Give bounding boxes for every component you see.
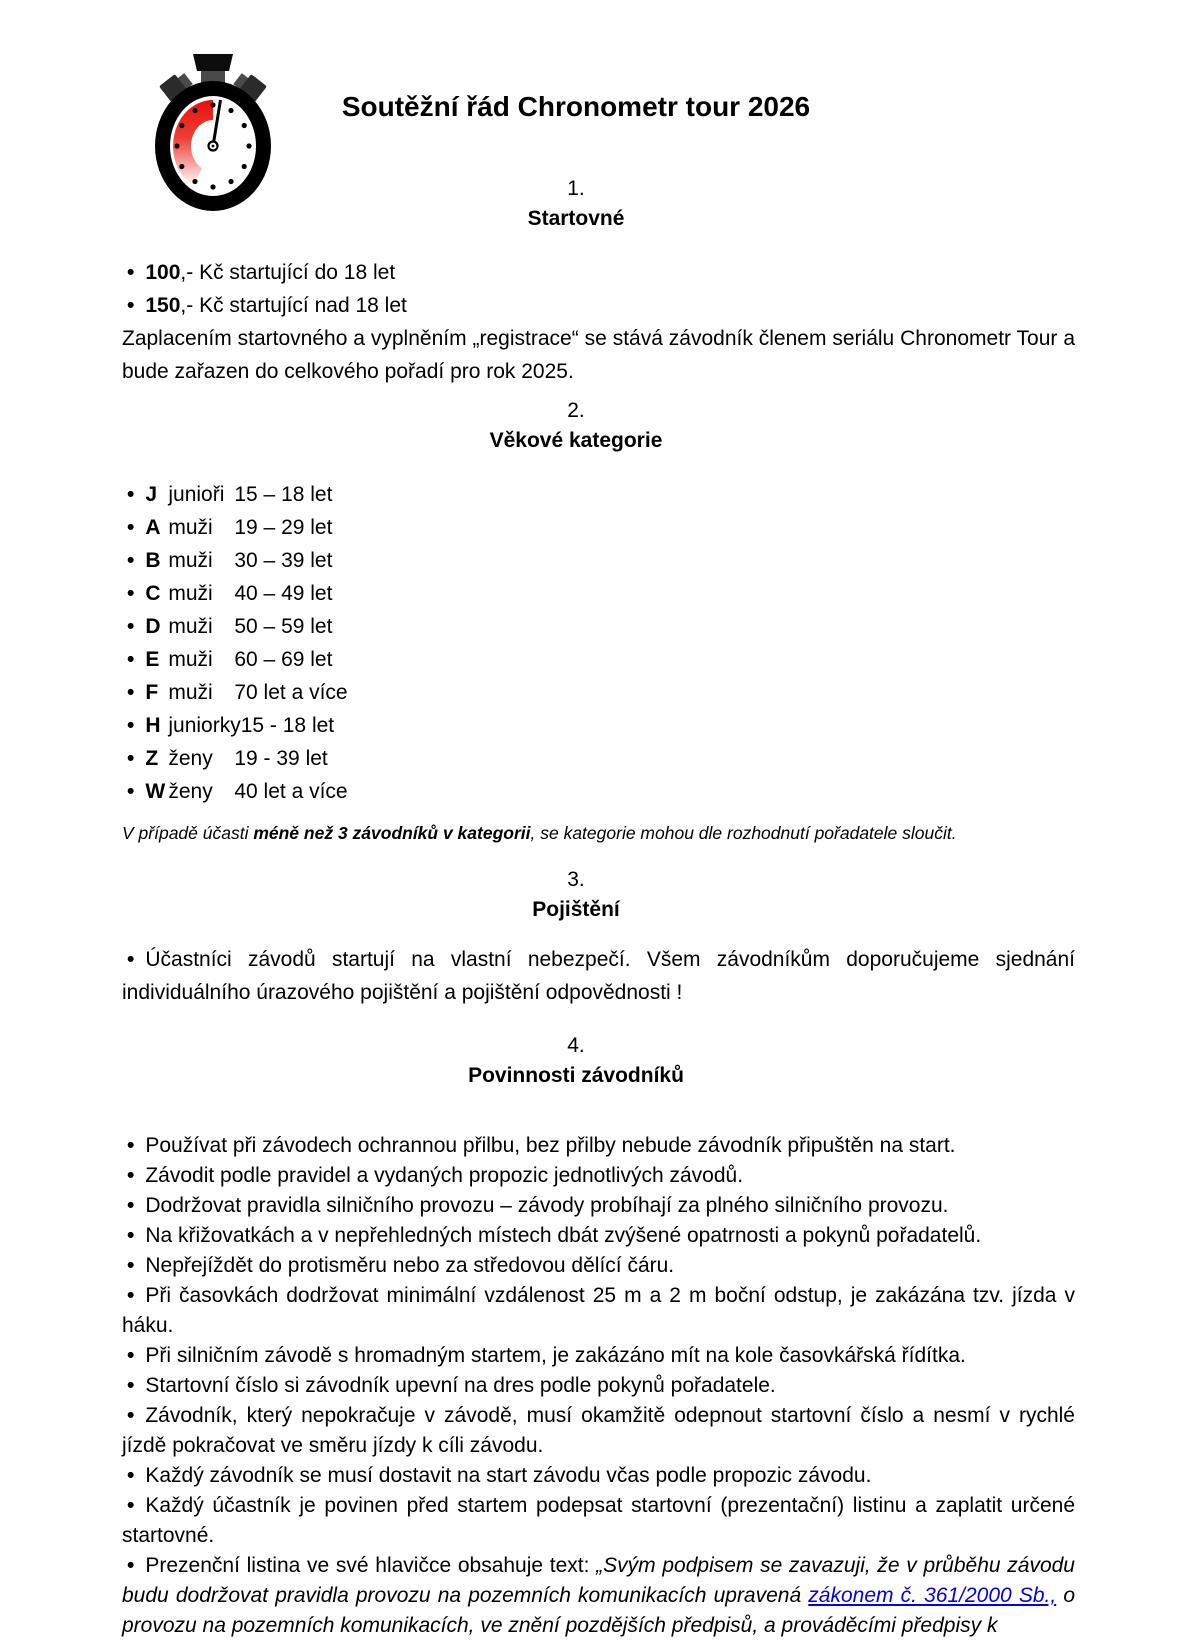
category-code: C [145,582,161,605]
section-4-heading: Povinnosti závodníků [468,1064,684,1087]
category-range: 70 let a více [234,681,348,704]
category-code: A [145,516,161,539]
section-4-number: 4. [567,1034,585,1057]
category-group: muži [168,681,213,704]
duty-item: • Každý účastník je povinen před startem podepsat startovní (prezentační) listinu a zaplatit určené startovné. [122,1491,1075,1551]
presence-regular-text: Prezenční listina ve své hlavičce obsahuje text: [145,1554,597,1577]
category-range: 15 – 18 let [234,483,333,506]
insurance-item: • Účastníci závodů startují na vlastní nebezpečí. Všem závodníkům doporučujeme sjednání individuálního úrazového pojištění a pojištění odpovědnosti ! [122,943,1075,1009]
category-item [122,775,1075,808]
fee-item [122,256,1075,289]
category-group: muži [168,516,213,539]
category-range: 19 – 29 let [234,516,333,539]
fee-amount: 150 [145,294,181,317]
stopwatch-logo-icon [146,52,280,214]
category-range: 30 – 39 let [234,549,333,572]
insurance-list [122,943,1075,1009]
duty-item: • Závodník, který nepokračuje v závodě, musí okamžitě odepnout startovní číslo a nesmí v rychlé jízdě pokračovat ve směru jízdy k cíli závodu. [122,1401,1075,1461]
law-361-2000-link[interactable]: zákonem č. 361/2000 Sb., [808,1584,1057,1607]
category-item [122,742,1075,775]
fee-text: ,- Kč startující do 18 let [180,261,396,284]
duty-item: • Každý závodník se musí dostavit na start závodu včas podle propozic závodu. [122,1461,1075,1491]
fee-amount: 100 [145,261,181,284]
category-code: F [145,681,159,704]
duties-list [122,1131,1075,1641]
section-2-number: 2. [567,399,585,422]
category-item [122,544,1075,577]
category-item [122,577,1075,610]
category-item [122,478,1075,511]
note-prefix: V případě účasti [122,823,254,843]
category-item [122,643,1075,676]
section-1-heading: Startovné [527,207,625,230]
presence-italic-continuation: o provozu na pozemních komunikacích, ve znění pozdějších předpisů, a prováděcími předpisy k [122,1584,1075,1637]
duty-item: • Při silničním závodě s hromadným startem, je zakázáno mít na kole časovkářská řídítka. [122,1341,1075,1371]
category-code: B [145,549,161,572]
fee-list [122,256,1075,322]
section-3-number: 3. [567,868,585,891]
duty-item: • Startovní číslo si závodník upevní na dres podle pokynů pořadatele. [122,1371,1075,1401]
category-range: 15 - 18 let [240,714,335,737]
category-code: W [145,780,166,803]
category-range: 60 – 69 let [234,648,333,671]
section-2-heading: Věkové kategorie [489,429,663,452]
registration-paragraph: Zaplacením startovného a vyplněním „registrace“ se stává závodník členem seriálu Chronometr Tour a bude zařazen do celkového pořadí pro rok 2025. [122,327,1075,383]
category-code: H [145,714,161,737]
category-range: 50 – 59 let [234,615,333,638]
duty-item: • Závodit podle pravidel a vydaných propozic jednotlivých závodů. [122,1161,1075,1191]
note-bold: méně než 3 závodníků v kategorii [253,823,531,843]
category-code: Z [145,747,159,770]
section-1-number: 1. [567,177,585,200]
duty-item: • Používat při závodech ochrannou přilbu, bez přilby nebude závodník připuštěn na start. [122,1131,1075,1161]
category-group: muži [168,582,213,605]
category-code: E [145,648,160,671]
note-suffix: , se kategorie mohou dle rozhodnutí pořadatele sloučit. [530,823,957,843]
category-item [122,676,1075,709]
duty-item: • Při časovkách dodržovat minimální vzdálenost 25 m a 2 m boční odstup, je zakázána tzv. jízda v háku. [122,1281,1075,1341]
category-group: ženy [168,747,213,770]
category-item [122,610,1075,643]
duty-item: • Nepřejíždět do protisměru nebo za středovou dělící čáru. [122,1251,1075,1281]
category-range: 19 - 39 let [234,747,328,770]
section-3-heading: Pojištění [532,898,620,921]
category-range: 40 let a více [234,780,348,803]
category-item [122,511,1075,544]
category-group: junioři [168,483,225,506]
duty-item: • Dodržovat pravidla silničního provozu – závody probíhají za plného silničního provozu. [122,1191,1075,1221]
category-group: muži [168,549,213,572]
fee-text: ,- Kč startující nad 18 let [180,294,407,317]
category-code: D [145,615,161,638]
category-group: ženy [168,780,213,803]
page-title: Soutěžní řád Chronometr tour 2026 [341,91,811,122]
duty-item-presence-list [122,1551,1075,1641]
category-list [122,478,1075,808]
duty-item: • Na křižovatkách a v nepřehledných místech dbát zvýšené opatrnosti a pokynů pořadatelů. [122,1221,1075,1251]
merge-note [122,821,1075,845]
category-group: muži [168,615,213,638]
category-group: juniorky [168,714,241,737]
category-code: J [145,483,158,506]
presence-italic-text: „Svým podpisem se zavazuji, že v průběhu závodu budu dodržovat pravidla provozu na pozemních komunikacích upravená [122,1554,1075,1607]
category-item [122,709,1075,742]
category-group: muži [168,648,213,671]
category-range: 40 – 49 let [234,582,333,605]
fee-item [122,289,1075,322]
